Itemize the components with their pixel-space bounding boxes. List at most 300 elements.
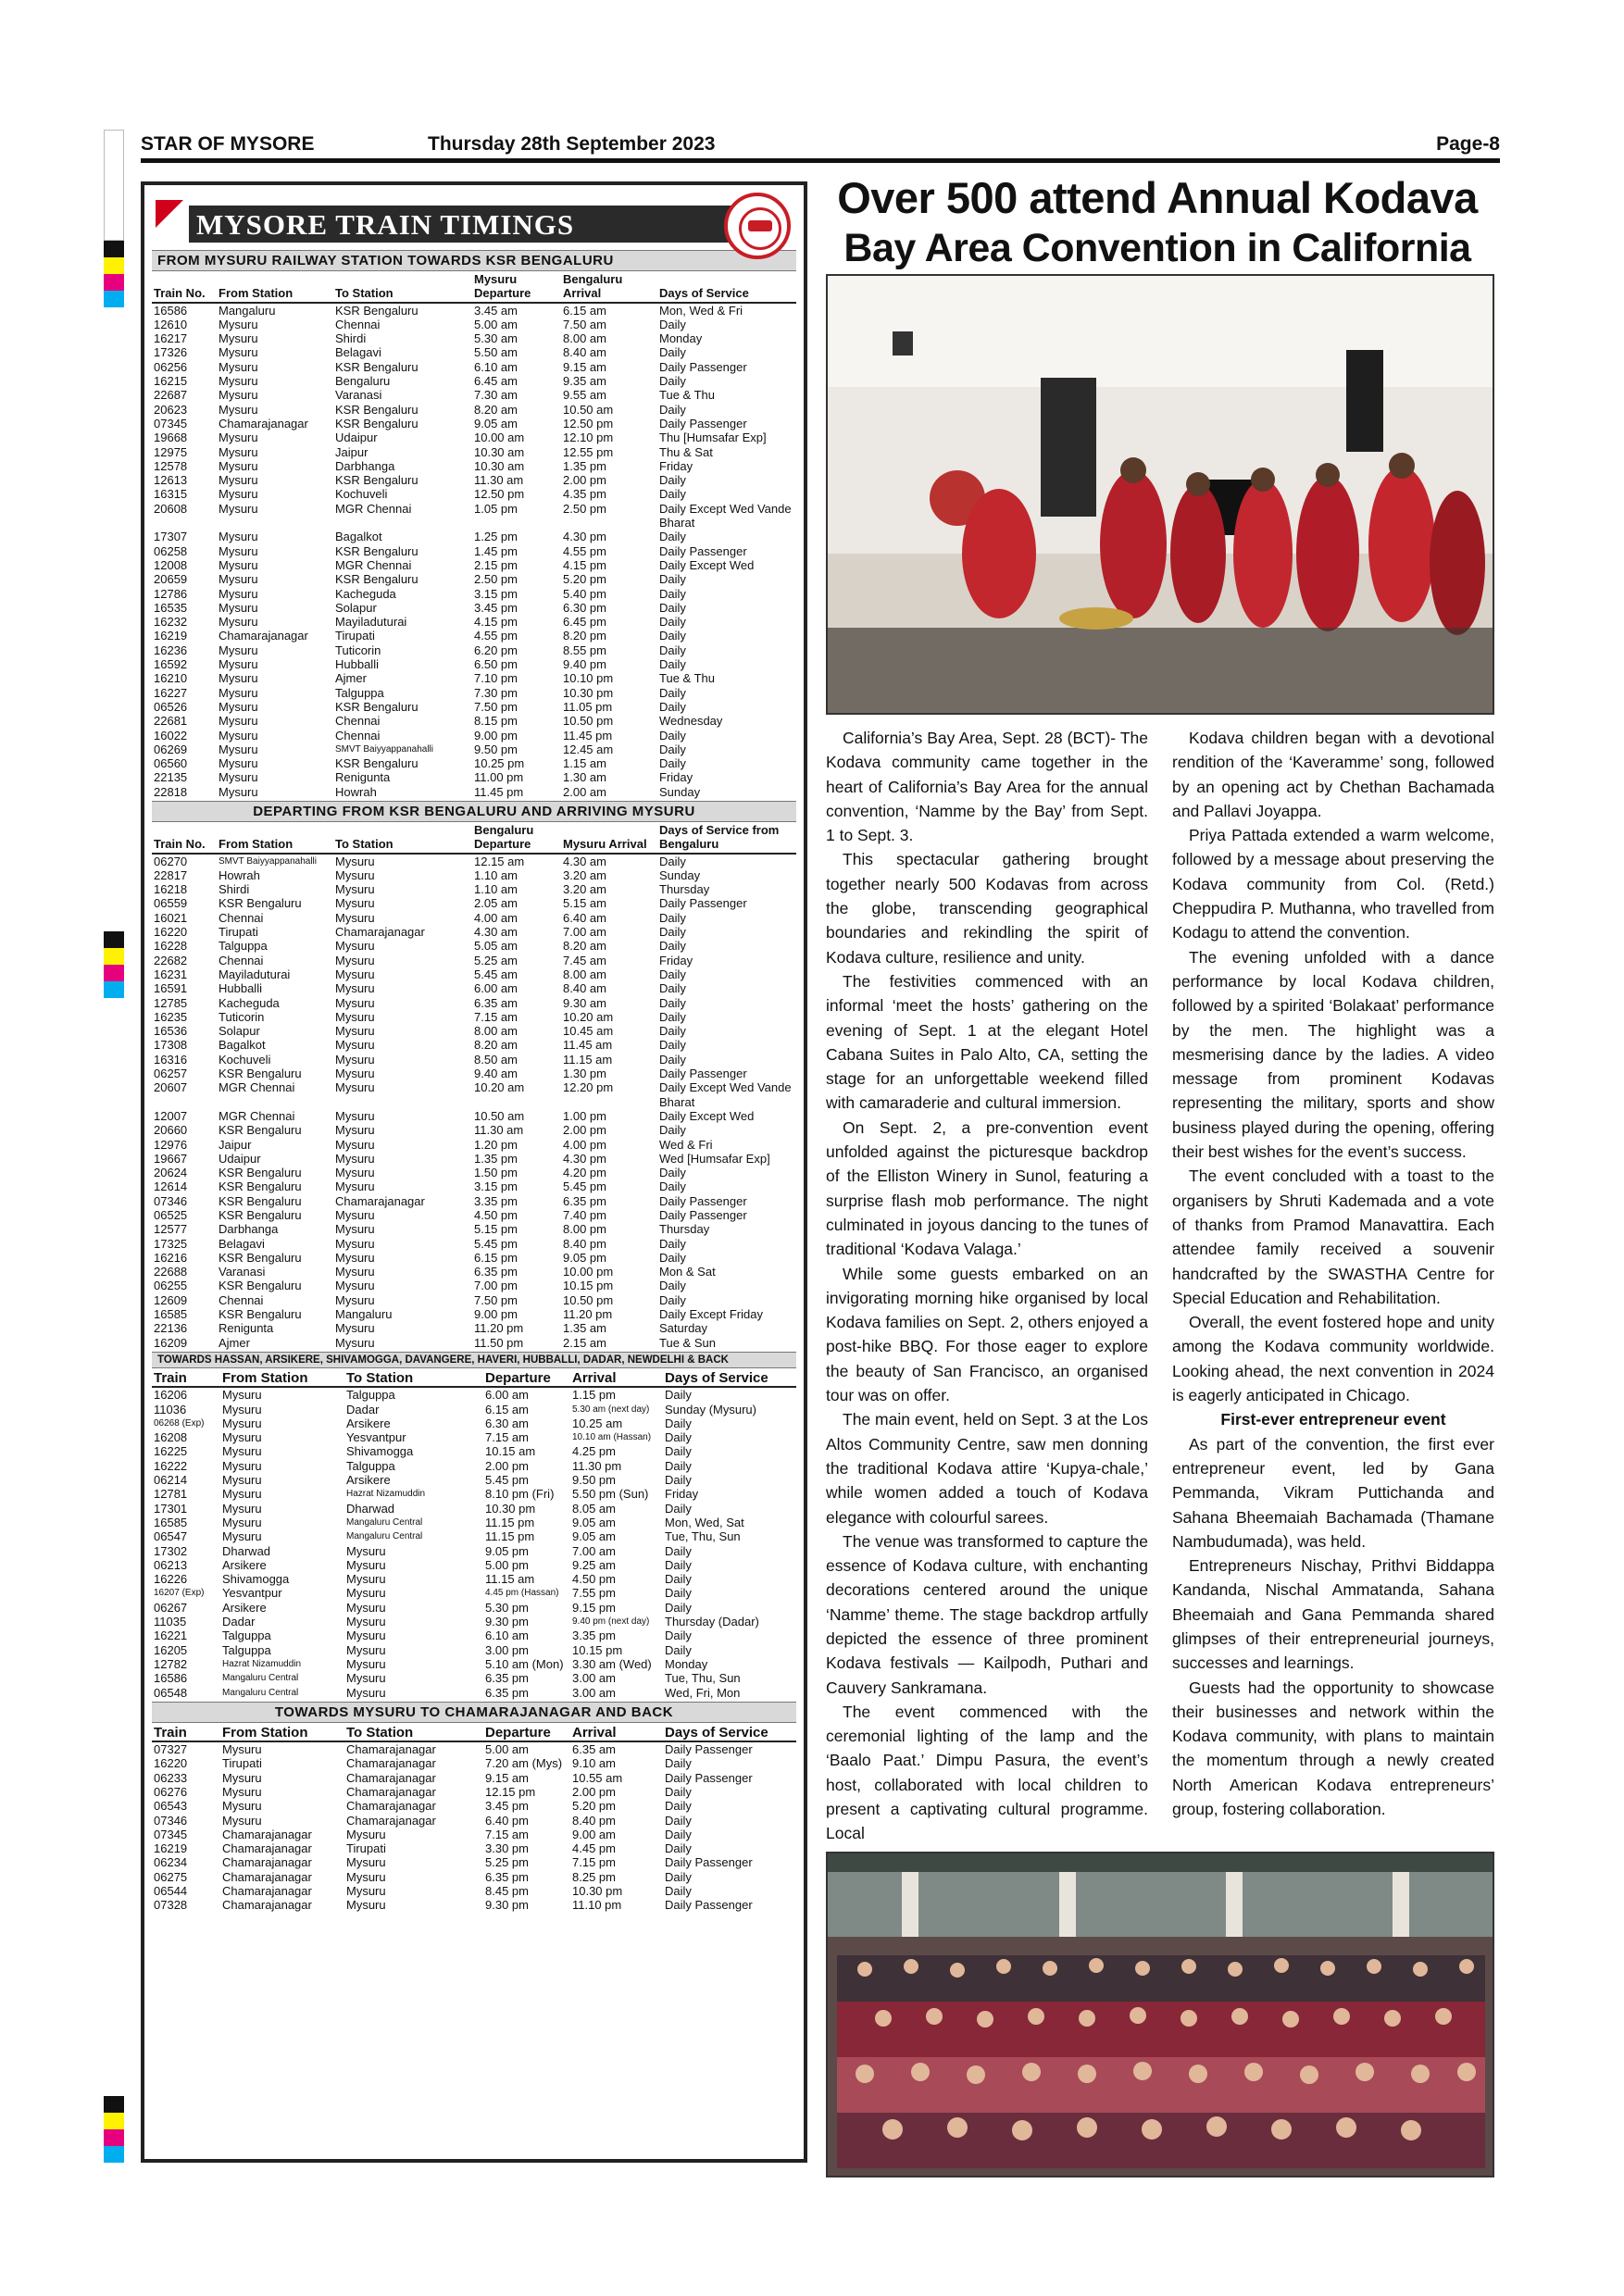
table-cell: Mysuru: [222, 1473, 262, 1488]
table-cell: Mysuru: [219, 643, 258, 657]
table-cell: 16592: [154, 657, 188, 672]
table-cell: 4.25 pm: [572, 1444, 616, 1459]
table-cell: 10.25 pm: [474, 756, 525, 771]
table-cell: 5.05 am: [474, 939, 518, 954]
table-cell: 6.00 am: [474, 981, 518, 996]
table-cell: 5.30 pm: [485, 1600, 529, 1615]
table-cell: 3.15 pm: [474, 586, 518, 601]
table-cell: 10.15 am: [485, 1444, 536, 1459]
table-row: [152, 1251, 796, 1265]
table-cell: 22682: [154, 953, 188, 967]
table-cell: KSR Bengaluru: [219, 1179, 302, 1194]
table-cell: 6.35 pm: [485, 1869, 529, 1884]
table-cell: 9.40 pm: [563, 657, 606, 672]
table-cell: 4.45 pm (Hassan): [485, 1588, 559, 1599]
table-cell: Daily: [659, 699, 686, 714]
table-cell: 16591: [154, 981, 188, 996]
train-timetable: [141, 181, 807, 2163]
column-header: Train: [152, 1723, 220, 1741]
column-header: Mysuru Departure: [472, 271, 561, 303]
table-cell: Dadar: [346, 1402, 380, 1416]
table-cell: Daily: [665, 1813, 692, 1828]
table-cell: 3.20 am: [563, 867, 606, 882]
table-cell: Dharwad: [222, 1543, 271, 1558]
table-row: [152, 615, 796, 629]
table-cell: 4.50 pm: [474, 1208, 518, 1222]
table-cell: 8.45 pm: [485, 1884, 529, 1899]
table-cell: Daily: [659, 600, 686, 615]
table-cell: KSR Bengaluru: [335, 359, 418, 374]
table-cell: 9.55 am: [563, 388, 606, 403]
table-cell: 8.40 am: [563, 981, 606, 996]
table-cell: KSR Bengaluru: [219, 1166, 302, 1180]
table-cell: 1.15 am: [563, 756, 606, 771]
table-cell: Wednesday: [659, 714, 723, 729]
table-cell: 3.20 am: [563, 882, 606, 897]
article-paragraph: As part of the convention, the first ever entrepreneur event, led by Gana Pemmanda, Vikram Puttichanda and Sahana Bheemaiah Bachamada (Thamane Nambudumada), was held.: [1172, 1434, 1494, 1551]
table-cell: Mysuru: [346, 1827, 386, 1841]
table-row: [152, 417, 796, 430]
table-cell: 16219: [154, 1841, 188, 1856]
table-cell: SMVT Baiyyappanahalli: [335, 743, 433, 755]
table-cell: 1.50 pm: [474, 1166, 518, 1180]
table-cell: Mangaluru Central: [222, 1687, 299, 1698]
table-cell: KSR Bengaluru: [335, 416, 418, 430]
table-cell: 9.25 am: [572, 1557, 616, 1572]
table-cell: 1.25 pm: [474, 530, 518, 544]
table-cell: KSR Bengaluru: [335, 572, 418, 587]
table-cell: Mysuru: [335, 1208, 375, 1222]
table-cell: 06560: [154, 756, 188, 771]
table-cell: 8.20 am: [474, 1038, 518, 1053]
table-cell: Mysuru: [219, 430, 258, 445]
table-cell: Wed [Humsafar Exp]: [659, 1151, 770, 1166]
table-cell: Chamarajanagar: [222, 1827, 312, 1841]
table-cell: 06559: [154, 896, 188, 911]
table-cell: Chennai: [219, 1292, 264, 1307]
table-cell: Tirupati: [346, 1841, 386, 1856]
table-cell: Daily: [659, 1292, 686, 1307]
masthead: [141, 130, 1500, 163]
table-cell: MGR Chennai: [335, 557, 412, 572]
table-cell: Daily: [665, 1388, 692, 1403]
table-row: [152, 530, 796, 543]
table-cell: Mysuru: [219, 572, 258, 587]
table-cell: Tuticorin: [335, 643, 381, 657]
table-cell: 8.15 pm: [474, 714, 518, 729]
table-row: [152, 954, 796, 967]
table-cell: Daily: [659, 615, 686, 630]
table-cell: 11.45 pm: [474, 784, 524, 799]
table-cell: 6.45 am: [474, 374, 518, 389]
table-cell: 5.00 pm: [485, 1557, 529, 1572]
table-cell: Howrah: [335, 784, 377, 799]
table-cell: Mysuru: [346, 1884, 386, 1899]
timetable-title: MYSORE TRAIN TIMINGS: [189, 206, 735, 243]
table-cell: Mysuru: [346, 1615, 386, 1629]
table-cell: Hazrat Nizamuddin: [222, 1658, 302, 1669]
table-cell: 22688: [154, 1265, 188, 1279]
table-cell: 9.15 am: [563, 359, 606, 374]
table-cell: Daily: [659, 685, 686, 700]
table-cell: 4.30 pm: [563, 1151, 606, 1166]
table-row: [152, 911, 796, 925]
column-header: Train No.: [152, 822, 217, 854]
table-cell: Mysuru: [335, 995, 375, 1010]
table-cell: Wed & Fri: [659, 1137, 713, 1152]
table-cell: 16205: [154, 1642, 188, 1657]
table-cell: 1.00 pm: [563, 1108, 606, 1123]
table-cell: 06257: [154, 1067, 188, 1081]
table-cell: Daily: [659, 473, 686, 488]
table-cell: Tirupati: [219, 925, 258, 940]
table-cell: 16215: [154, 374, 188, 389]
table-row: [152, 1387, 796, 1402]
table-cell: 16536: [154, 1024, 188, 1039]
table-cell: Daily: [659, 1250, 686, 1265]
table-cell: 12613: [154, 473, 188, 488]
table-cell: 3.00 am: [572, 1685, 616, 1700]
table-cell: Darbhanga: [335, 458, 395, 473]
table-cell: 17326: [154, 345, 188, 360]
column-header: Arrival: [570, 1368, 663, 1387]
table-cell: 1.30 am: [563, 770, 606, 785]
table-cell: Thu & Sat: [659, 444, 713, 459]
table-row: [152, 1336, 796, 1350]
table-cell: 16235: [154, 1009, 188, 1024]
article-paragraph: The main event, held on Sept. 3 at the Los Altos Community Centre, saw men donning the traditional Kodava attire ‘Kupya-chale,’ while women added a touch of Kodava elegance with colourful sarees.: [826, 1410, 1148, 1527]
table-cell: Daily Passenger: [659, 1193, 747, 1208]
table-row: [152, 1884, 796, 1898]
table-cell: 12781: [154, 1487, 188, 1502]
section2-table: [152, 822, 796, 1350]
table-cell: Chennai: [335, 728, 381, 742]
table-cell: 3.45 pm: [474, 600, 518, 615]
table-cell: 12.15 pm: [485, 1784, 536, 1799]
table-cell: Mysuru: [346, 1557, 386, 1572]
table-cell: 16220: [154, 1756, 188, 1771]
table-cell: Daily: [665, 1473, 692, 1488]
article-paragraph: California’s Bay Area, Sept. 28 (BCT)- The Kodava community came together in the heart of California’s Bay Area for the annual convention, ‘Namme by the Bay’ from Sept. 1 to Sept. 3.: [826, 729, 1148, 845]
table-row: [152, 572, 796, 586]
table-cell: Bagalkot: [219, 1038, 266, 1053]
table-cell: 16210: [154, 671, 188, 686]
table-cell: 12976: [154, 1137, 188, 1152]
table-cell: Mysuru: [222, 1799, 262, 1814]
table-cell: KSR Bengaluru: [219, 1250, 302, 1265]
table-row: [152, 1628, 796, 1642]
table-cell: Daily: [659, 1052, 686, 1067]
table-cell: 9.05 am: [572, 1529, 616, 1544]
issue-date: Thursday 28th September 2023: [428, 133, 716, 155]
table-cell: Mysuru: [222, 1813, 262, 1828]
table-cell: Mysuru: [335, 1265, 375, 1279]
table-cell: Mysuru: [335, 896, 375, 911]
table-cell: Shivamogga: [222, 1572, 290, 1587]
table-cell: Daily: [659, 728, 686, 742]
table-cell: Tue & Thu: [659, 388, 715, 403]
table-cell: 4.00 pm: [563, 1137, 606, 1152]
table-cell: Mysuru: [222, 1458, 262, 1473]
table-cell: 12.55 pm: [563, 444, 614, 459]
table-cell: Talguppa: [335, 685, 384, 700]
table-cell: 07346: [154, 1813, 188, 1828]
table-cell: 16586: [154, 1671, 188, 1686]
table-cell: Mysuru: [335, 1151, 375, 1166]
table-cell: 20623: [154, 402, 188, 417]
table-row: [152, 1194, 796, 1208]
table-cell: Mysuru: [335, 981, 375, 996]
table-row: [152, 1487, 796, 1501]
table-cell: 5.50 am: [474, 345, 518, 360]
table-cell: Mysuru: [346, 1869, 386, 1884]
table-cell: Tuticorin: [219, 1009, 265, 1024]
table-row: [152, 868, 796, 882]
table-cell: 16535: [154, 600, 188, 615]
table-cell: Chamarajanagar: [222, 1884, 312, 1899]
section1-table: [152, 271, 796, 799]
article-paragraph: The venue was transformed to capture the essence of Kodava culture, with enchanting decorations centered around the unique ‘Namme’ theme. The stage backdrop artfully depicted the essence of three prominent Kodava festivals — Kailpodh, Puthari and Cauvery Sankramana.: [826, 1531, 1148, 1697]
column-header: To Station: [333, 822, 472, 854]
table-cell: Talguppa: [346, 1388, 395, 1403]
table-cell: 7.15 am: [474, 1009, 518, 1024]
table-row: [152, 770, 796, 784]
table-cell: Thursday (Dadar): [665, 1615, 759, 1629]
table-row: [152, 318, 796, 331]
table-cell: Chamarajanagar: [346, 1784, 436, 1799]
table-cell: 10.30 pm: [485, 1501, 536, 1516]
table-cell: 1.35 am: [563, 1321, 606, 1336]
table-cell: 10.55 am: [572, 1770, 623, 1785]
table-cell: KSR Bengaluru: [335, 303, 418, 318]
table-cell: Mysuru: [222, 1487, 262, 1502]
table-cell: Mysuru: [219, 671, 258, 686]
table-cell: Daily: [665, 1841, 692, 1856]
table-cell: 6.15 pm: [474, 1250, 518, 1265]
table-cell: Chamarajanagar: [335, 925, 425, 940]
table-cell: 17308: [154, 1038, 188, 1053]
table-row: [152, 403, 796, 417]
table-cell: Mysuru: [222, 1770, 262, 1785]
table-cell: 11.15 am: [485, 1572, 535, 1587]
table-cell: Mysuru: [222, 1402, 262, 1416]
table-row: [152, 487, 796, 501]
table-cell: 06233: [154, 1770, 188, 1785]
table-cell: Hubballi: [335, 657, 379, 672]
dance-performance-photo: [826, 274, 1494, 715]
table-cell: Udaipur: [335, 430, 378, 445]
table-cell: Arsikere: [222, 1600, 267, 1615]
table-cell: KSR Bengaluru: [219, 1279, 302, 1293]
section3-table: [152, 1368, 796, 1700]
table-cell: 5.45 am: [474, 967, 518, 981]
table-cell: 17302: [154, 1543, 188, 1558]
table-cell: Chamarajanagar: [222, 1898, 312, 1913]
table-cell: 12.45 am: [563, 742, 614, 756]
table-cell: Mysuru: [219, 487, 258, 502]
table-cell: Daily: [659, 925, 686, 940]
table-cell: 3.45 am: [474, 303, 518, 318]
table-cell: 22136: [154, 1321, 188, 1336]
table-cell: 7.10 pm: [474, 671, 518, 686]
table-cell: 8.55 pm: [563, 643, 606, 657]
table-cell: 9.05 am: [572, 1515, 616, 1529]
table-row: [152, 1529, 796, 1543]
table-cell: KSR Bengaluru: [219, 1193, 302, 1208]
table-cell: 7.30 am: [474, 388, 518, 403]
table-cell: 5.50 pm (Sun): [572, 1487, 649, 1502]
table-cell: 12610: [154, 317, 188, 331]
table-row: [152, 657, 796, 671]
table-cell: Ajmer: [335, 671, 367, 686]
table-cell: 5.15 pm: [474, 1222, 518, 1237]
table-cell: Wed, Fri, Mon: [665, 1685, 741, 1700]
table-cell: 5.20 pm: [572, 1799, 616, 1814]
table-row: [152, 1321, 796, 1335]
table-cell: 6.40 am: [563, 910, 606, 925]
section3-banner: TOWARDS HASSAN, ARSIKERE, SHIVAMOGGA, DAVANGERE, HAVERI, HUBBALLI, DADAR, NEWDELHI & BACK: [152, 1352, 796, 1368]
table-row: [152, 1558, 796, 1572]
table-row: [152, 587, 796, 601]
table-cell: 16585: [154, 1515, 188, 1529]
table-cell: 17307: [154, 530, 188, 544]
table-cell: Mayiladuturai: [335, 615, 407, 630]
table-cell: Daily: [659, 374, 686, 389]
table-row: [152, 1601, 796, 1615]
table-row: [152, 1038, 796, 1052]
table-cell: Mysuru: [335, 1222, 375, 1237]
table-cell: KSR Bengaluru: [219, 896, 302, 911]
table-row: [152, 473, 796, 487]
table-cell: Daily: [659, 629, 686, 643]
table-cell: Mysuru: [222, 1784, 262, 1799]
table-cell: 22135: [154, 770, 188, 785]
table-cell: Saturday: [659, 1321, 708, 1336]
table-cell: Mysuru: [219, 728, 258, 742]
table-cell: 6.10 am: [485, 1628, 529, 1643]
article-subhead: First-ever entrepreneur event: [1220, 1410, 1446, 1429]
table-cell: Daily: [665, 1557, 692, 1572]
table-cell: Daily: [659, 1279, 686, 1293]
table-cell: 06255: [154, 1279, 188, 1293]
table-cell: 06270: [154, 854, 188, 868]
table-cell: KSR Bengaluru: [335, 756, 418, 771]
table-cell: Daily: [665, 1799, 692, 1814]
table-cell: Renigunta: [219, 1321, 274, 1336]
table-cell: Mysuru: [335, 1024, 375, 1039]
table-cell: 20660: [154, 1123, 188, 1138]
table-cell: Daily: [659, 981, 686, 996]
table-cell: Daily: [665, 1642, 692, 1657]
table-cell: Chamarajanagar: [219, 416, 308, 430]
table-cell: 9.00 pm: [474, 728, 518, 742]
table-cell: 2.00 pm: [563, 1123, 606, 1138]
table-row: [152, 502, 796, 530]
table-cell: Mysuru: [335, 939, 375, 954]
table-row: [152, 1686, 796, 1700]
table-cell: 20659: [154, 572, 188, 587]
table-cell: 7.30 pm: [474, 685, 518, 700]
article-paragraph: Priya Pattada extended a warm welcome, followed by a message about preserving the Kodava community from Col. (Retd.) Cheppudira P. Muthanna, who travelled from Kodagu to attend the convention.: [1172, 826, 1494, 942]
table-row: [152, 854, 796, 868]
table-cell: Kochuveli: [219, 1052, 271, 1067]
table-cell: Arsikere: [346, 1416, 391, 1430]
table-cell: Monday: [665, 1656, 708, 1671]
table-cell: Talguppa: [222, 1628, 271, 1643]
table-cell: 16208: [154, 1430, 188, 1445]
table-cell: 6.50 pm: [474, 657, 518, 672]
table-cell: Mysuru: [219, 331, 258, 346]
table-cell: 10.30 pm: [563, 685, 614, 700]
table-cell: Friday: [659, 953, 693, 967]
table-cell: Talguppa: [346, 1458, 395, 1473]
table-row: [152, 1265, 796, 1279]
table-cell: 11.00 pm: [474, 770, 524, 785]
table-cell: Daily: [659, 345, 686, 360]
table-cell: Mangaluru: [219, 303, 276, 318]
article-paragraph: On Sept. 2, a pre-convention event unfolded against the picturesque backdrop of the Elliston Winery in Sunol, featuring a surprise flash mob performance. The night culminated in joyous dancing to the tunes of traditional ‘Kodava Valaga.’: [826, 1117, 1148, 1259]
table-cell: Arsikere: [222, 1557, 267, 1572]
table-cell: Daily: [665, 1416, 692, 1430]
table-cell: 16218: [154, 882, 188, 897]
table-cell: 9.05 pm: [485, 1543, 529, 1558]
table-cell: 10.50 pm: [563, 714, 614, 729]
column-header: Train No.: [152, 271, 217, 303]
table-cell: 7.50 pm: [474, 699, 518, 714]
table-cell: Mangaluru: [335, 1307, 393, 1322]
article-paragraph: The event commenced with the ceremonial lighting of the lamp and the ‘Baalo Paat.’ Dimpu Pasura, the event’s host, collaborated with local children to present a captivating cultural programme. Local: [826, 1702, 1148, 1843]
table-cell: 10.10 pm: [563, 671, 614, 686]
table-row: [152, 1067, 796, 1080]
column-header: From Station: [220, 1723, 344, 1741]
table-cell: 11.30 am: [474, 1123, 524, 1138]
table-cell: Chamarajanagar: [222, 1841, 312, 1856]
table-cell: 7.15 am: [485, 1430, 529, 1445]
table-cell: 7.15 am: [485, 1827, 529, 1841]
table-cell: 12.10 pm: [563, 430, 614, 445]
table-cell: 6.10 am: [474, 359, 518, 374]
table-cell: 2.50 pm: [563, 501, 606, 516]
table-cell: Tue, Thu, Sun: [665, 1671, 741, 1686]
table-cell: Mysuru: [335, 910, 375, 925]
table-cell: Mysuru: [219, 543, 258, 558]
table-cell: 16231: [154, 967, 188, 981]
table-cell: 22687: [154, 388, 188, 403]
table-cell: Tirupati: [335, 629, 375, 643]
headline-line-1: Over 500 attend Annual Kodava: [837, 173, 1478, 222]
table-cell: Mysuru: [335, 1108, 375, 1123]
table-cell: Friday: [659, 770, 693, 785]
table-cell: Mysuru: [219, 458, 258, 473]
table-cell: 6.35 pm: [474, 1265, 518, 1279]
table-cell: Mysuru: [346, 1685, 386, 1700]
table-cell: 11.30 pm: [572, 1458, 622, 1473]
table-cell: Mysuru: [335, 967, 375, 981]
table-cell: Mysuru: [219, 530, 258, 544]
table-cell: 4.20 pm: [563, 1166, 606, 1180]
table-row: [152, 1615, 796, 1628]
table-cell: Sunday: [659, 784, 701, 799]
table-cell: Chamarajanagar: [346, 1799, 436, 1814]
table-cell: 5.10 am (Mon): [485, 1656, 564, 1671]
table-row: [152, 1222, 796, 1236]
table-cell: 8.00 pm: [563, 1222, 606, 1237]
article-headline: [815, 172, 1500, 272]
table-cell: 2.00 pm: [485, 1458, 529, 1473]
table-cell: 5.00 am: [474, 317, 518, 331]
table-cell: 3.30 pm: [485, 1841, 529, 1856]
table-cell: Mysuru: [222, 1501, 262, 1516]
